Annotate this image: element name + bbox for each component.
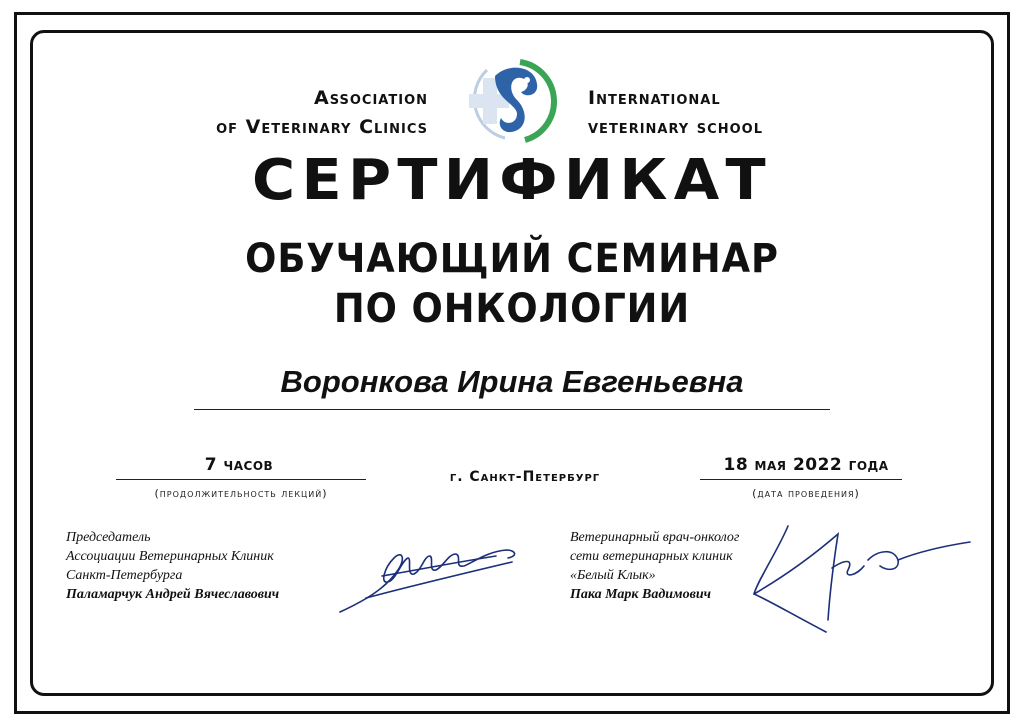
signer-left-line3: Санкт-Петербурга bbox=[66, 568, 183, 583]
signer-right-name: Пака Марк Вадимович bbox=[570, 587, 712, 602]
veterinary-school-logo-icon bbox=[465, 56, 565, 144]
signer-left-block bbox=[66, 528, 279, 604]
seminar-title-line1: ОБУЧАЮЩИЙ СЕМИНАР bbox=[245, 236, 779, 282]
signer-left-line1: Председатель bbox=[66, 530, 151, 545]
duration-value: 7 часов bbox=[204, 455, 274, 475]
signer-left-name: Паламарчук Андрей Вячеславович bbox=[66, 587, 280, 602]
city: г. Санкт-Петербург bbox=[449, 469, 601, 485]
date-value: 18 мая 2022 года bbox=[723, 455, 889, 475]
date-underline bbox=[700, 479, 902, 480]
signature-left bbox=[336, 540, 526, 616]
recipient-underline bbox=[194, 409, 830, 410]
duration-caption: (продолжительность лекций) bbox=[154, 487, 328, 500]
signature-right bbox=[748, 520, 978, 640]
recipient-name: Воронкова Ирина Евгеньевна bbox=[280, 364, 744, 399]
signer-left-line2: Ассоциации Ветеринарных Клиник bbox=[66, 549, 274, 564]
duration-underline bbox=[116, 479, 366, 480]
org-right-name bbox=[588, 84, 763, 142]
signer-right-block bbox=[570, 528, 739, 604]
signer-right-line1: Ветеринарный врач-онколог bbox=[570, 530, 740, 545]
org-left-line1: Association bbox=[314, 87, 428, 109]
org-left-line2: of Veterinary Clinics bbox=[216, 116, 428, 138]
certificate-title: СЕРТИФИКАТ bbox=[252, 148, 772, 213]
org-right-line1: International bbox=[588, 87, 721, 109]
seminar-title-line2: ПО ОНКОЛОГИИ bbox=[333, 286, 691, 332]
org-right-line2: veterinary school bbox=[588, 116, 763, 138]
date-caption: (дата проведения) bbox=[752, 487, 860, 500]
org-left-name bbox=[216, 84, 428, 142]
signer-right-line2: сети ветеринарных клиник bbox=[570, 549, 733, 564]
signer-right-line3: «Белый Клык» bbox=[570, 568, 656, 583]
